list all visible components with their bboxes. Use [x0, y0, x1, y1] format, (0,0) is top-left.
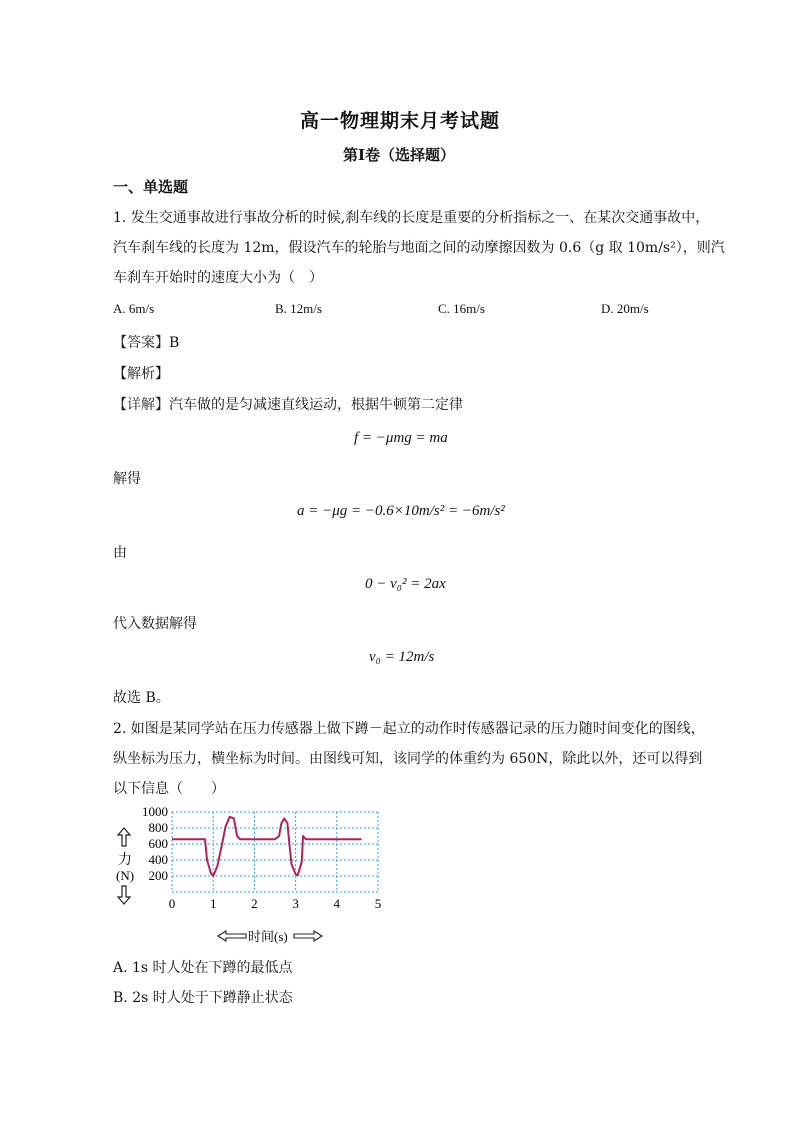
question-2-option-a: A. 1s 时人处在下蹲的最低点	[113, 960, 293, 976]
x-tick-label: 4	[333, 896, 341, 911]
answer-value: B	[169, 335, 180, 351]
down-arrow-icon	[118, 886, 130, 904]
equation-4: v₀ = 12m/s	[369, 649, 435, 665]
y-tick-label: 200	[148, 868, 168, 883]
page-title: 高一物理期末月考试题	[300, 110, 501, 132]
detail-text: 汽车做的是匀减速直线运动，根据牛顿第二定律	[169, 397, 463, 413]
question-1-line-3: 车刹车开始时的速度大小为（ ）	[113, 270, 323, 286]
answer-tag: 【答案】	[113, 335, 169, 351]
y-axis-label-char: 力	[118, 853, 132, 868]
chart-grid	[172, 812, 378, 892]
x-tick-label: 1	[209, 896, 217, 911]
substitute-label: 代入数据解得	[113, 616, 197, 632]
x-tick-label: 2	[251, 896, 258, 911]
x-tick-label: 3	[292, 896, 299, 911]
question-1-option-d: D. 20m/s	[601, 301, 649, 316]
force-time-chart	[110, 800, 410, 950]
section-heading: 一、单选题	[113, 178, 189, 196]
question-1-option-b: B. 12m/s	[275, 301, 322, 316]
question-1-option-c: C. 16m/s	[438, 301, 485, 316]
question-2-line-2: 纵坐标为压力，横坐标为时间。由图线可知，该同学的体重约为 650N，除此以外，还可以得到	[113, 751, 703, 767]
question-2-line-3: 以下信息（ ）	[113, 781, 225, 797]
left-arrow-icon	[218, 931, 246, 941]
page-subtitle: 第Ⅰ卷（选择题）	[343, 146, 456, 164]
question-1-line-1: 1. 发生交通事故进行事故分析的时候,刹车线的长度是重要的分析指标之一、在某次交通事故中，	[113, 210, 710, 226]
answer-line	[113, 332, 179, 352]
x-tick-label: 5	[374, 896, 382, 911]
up-arrow-icon	[118, 828, 130, 846]
right-arrow-icon	[294, 931, 322, 941]
solve-label: 解得	[113, 471, 141, 487]
y-axis-label-unit: (N)	[116, 868, 135, 883]
y-tick-label: 400	[148, 852, 168, 867]
x-tick-label: 0	[168, 896, 176, 911]
y-tick-label: 1000	[142, 804, 168, 819]
analysis-tag: 【解析】	[113, 366, 169, 382]
y-tick-label: 600	[148, 836, 168, 851]
y-tick-label: 800	[148, 820, 168, 835]
chart-ticks	[142, 804, 381, 911]
question-1-line-2: 汽车刹车线的长度为 12m，假设汽车的轮胎与地面之间的动摩擦因数为 0.6（g 取 10m/s²），则汽	[113, 240, 725, 256]
question-2-option-b: B. 2s 时人处于下蹲静止状态	[113, 990, 293, 1006]
equation-1: f = −μmg = ma	[354, 430, 448, 446]
detail-line	[113, 394, 463, 414]
detail-tag: 【详解】	[113, 397, 169, 413]
x-axis-label: 时间(s)	[248, 929, 288, 944]
equation-3: 0 − v₀² = 2ax	[365, 576, 446, 592]
equation-2: a = −μg = −0.6×10m/s² = −6m/s²	[297, 503, 505, 519]
conclusion: 故选 B。	[113, 690, 170, 706]
question-1-option-a: A. 6m/s	[113, 301, 155, 316]
question-2-line-1: 2. 如图是某同学站在压力传感器上做下蹲－起立的动作时传感器记录的压力随时间变化的图线，	[113, 721, 705, 737]
force-series-line	[172, 817, 362, 876]
from-label: 由	[113, 545, 127, 561]
